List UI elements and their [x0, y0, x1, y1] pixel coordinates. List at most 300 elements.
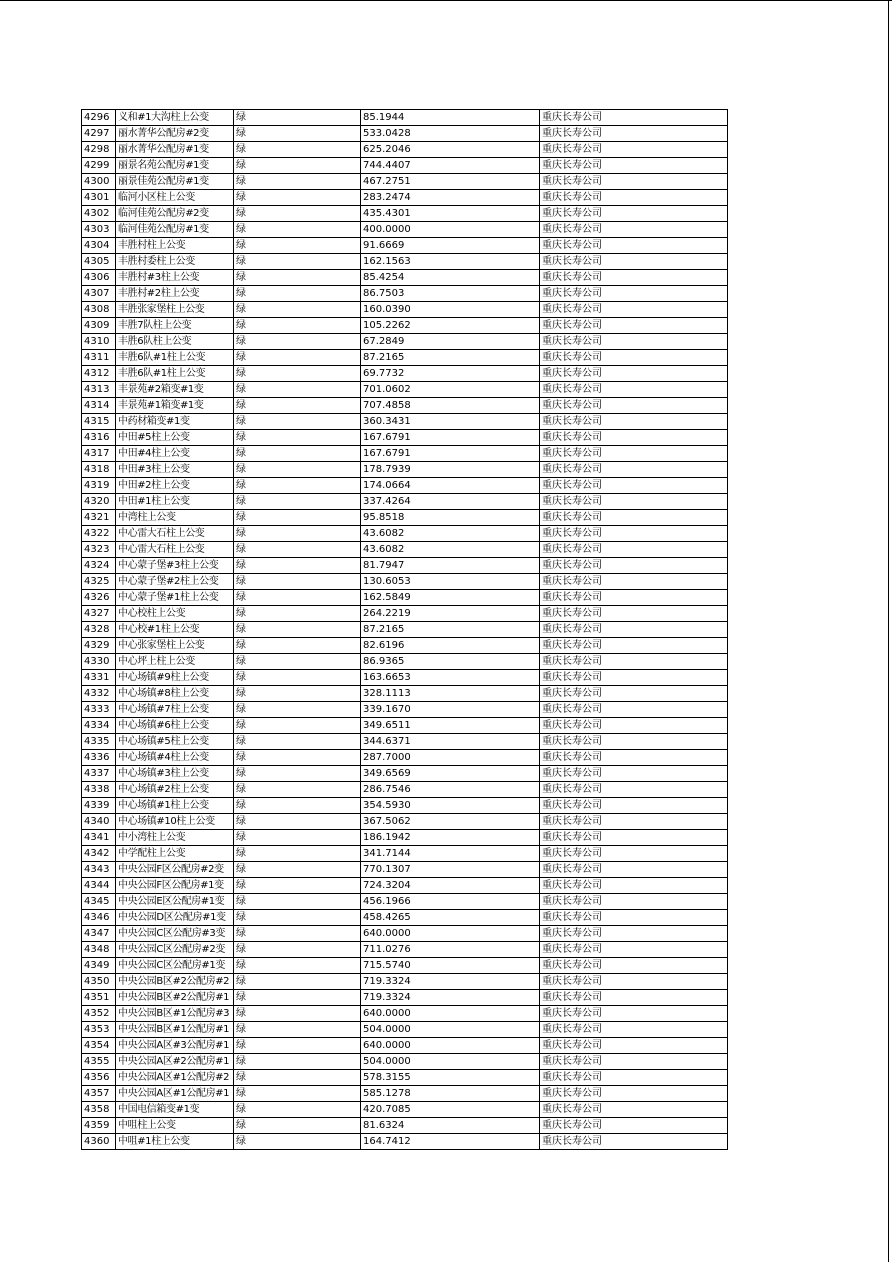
table-row — [82, 318, 728, 334]
table-row — [82, 734, 728, 750]
row-status-cell: 绿 — [234, 238, 361, 254]
row-status-cell: 绿 — [234, 670, 361, 686]
row-company-cell: 重庆长寿公司 — [540, 878, 728, 894]
row-value-cell: 328.1113 — [361, 686, 540, 702]
row-status-cell: 绿 — [234, 702, 361, 718]
row-id-cell: 4298 — [82, 142, 116, 158]
row-status-cell: 绿 — [234, 910, 361, 926]
row-value-cell: 105.2262 — [361, 318, 540, 334]
table-row — [82, 206, 728, 222]
row-value-cell: 86.9365 — [361, 654, 540, 670]
row-name-cell: 中心蒙子堡#1柱上公变 — [116, 590, 234, 606]
row-status-cell: 绿 — [234, 142, 361, 158]
row-name-cell: 中学配柱上公变 — [116, 846, 234, 862]
row-id-cell: 4316 — [82, 430, 116, 446]
row-value-cell: 354.5930 — [361, 798, 540, 814]
row-name-cell: 丰胜张家堡柱上公变 — [116, 302, 234, 318]
row-id-cell: 4337 — [82, 766, 116, 782]
row-company-cell: 重庆长寿公司 — [540, 734, 728, 750]
table-row — [82, 654, 728, 670]
row-id-cell: 4328 — [82, 622, 116, 638]
row-value-cell: 130.6053 — [361, 574, 540, 590]
row-name-cell: 中央公园C区公配房#3变 — [116, 926, 234, 942]
row-name-cell: 中咀#1柱上公变 — [116, 1134, 234, 1150]
table-row — [82, 750, 728, 766]
table-row — [82, 846, 728, 862]
table-row — [82, 302, 728, 318]
row-status-cell: 绿 — [234, 894, 361, 910]
row-status-cell: 绿 — [234, 1038, 361, 1054]
row-id-cell: 4351 — [82, 990, 116, 1006]
table-row — [82, 222, 728, 238]
table-row — [82, 782, 728, 798]
row-company-cell: 重庆长寿公司 — [540, 1006, 728, 1022]
row-value-cell: 162.1563 — [361, 254, 540, 270]
row-company-cell: 重庆长寿公司 — [540, 542, 728, 558]
table-row — [82, 1070, 728, 1086]
row-value-cell: 160.0390 — [361, 302, 540, 318]
row-id-cell: 4320 — [82, 494, 116, 510]
row-name-cell: 中央公园B区#1公配房#1 — [116, 1022, 234, 1038]
row-value-cell: 420.7085 — [361, 1102, 540, 1118]
table-row — [82, 558, 728, 574]
row-value-cell: 81.6324 — [361, 1118, 540, 1134]
row-company-cell: 重庆长寿公司 — [540, 638, 728, 654]
row-company-cell: 重庆长寿公司 — [540, 654, 728, 670]
row-status-cell: 绿 — [234, 1054, 361, 1070]
row-status-cell: 绿 — [234, 958, 361, 974]
row-id-cell: 4310 — [82, 334, 116, 350]
row-status-cell: 绿 — [234, 750, 361, 766]
row-status-cell: 绿 — [234, 222, 361, 238]
row-name-cell: 中央公园B区#2公配房#2 — [116, 974, 234, 990]
row-company-cell: 重庆长寿公司 — [540, 766, 728, 782]
row-name-cell: 丰胜7队柱上公变 — [116, 318, 234, 334]
row-status-cell: 绿 — [234, 718, 361, 734]
row-name-cell: 丽水菁华公配房#1变 — [116, 142, 234, 158]
row-name-cell: 丰景苑#1箱变#1变 — [116, 398, 234, 414]
row-company-cell: 重庆长寿公司 — [540, 686, 728, 702]
row-status-cell: 绿 — [234, 398, 361, 414]
row-status-cell: 绿 — [234, 334, 361, 350]
row-id-cell: 4302 — [82, 206, 116, 222]
table-row — [82, 942, 728, 958]
row-status-cell: 绿 — [234, 990, 361, 1006]
row-status-cell: 绿 — [234, 830, 361, 846]
row-status-cell: 绿 — [234, 766, 361, 782]
row-name-cell: 中心场镇#2柱上公变 — [116, 782, 234, 798]
row-name-cell: 义和#1大沟柱上公变 — [116, 110, 234, 126]
row-company-cell: 重庆长寿公司 — [540, 334, 728, 350]
table-row — [82, 1038, 728, 1054]
row-value-cell: 640.0000 — [361, 1038, 540, 1054]
row-status-cell: 绿 — [234, 942, 361, 958]
row-name-cell: 中央公园A区#1公配房#2 — [116, 1070, 234, 1086]
row-company-cell: 重庆长寿公司 — [540, 142, 728, 158]
row-name-cell: 中国电信箱变#1变 — [116, 1102, 234, 1118]
row-id-cell: 4326 — [82, 590, 116, 606]
row-company-cell: 重庆长寿公司 — [540, 1038, 728, 1054]
row-name-cell: 中心蒙子堡#3柱上公变 — [116, 558, 234, 574]
row-value-cell: 578.3155 — [361, 1070, 540, 1086]
row-value-cell: 339.1670 — [361, 702, 540, 718]
row-status-cell: 绿 — [234, 782, 361, 798]
row-id-cell: 4307 — [82, 286, 116, 302]
row-id-cell: 4338 — [82, 782, 116, 798]
row-name-cell: 丽水菁华公配房#2变 — [116, 126, 234, 142]
row-company-cell: 重庆长寿公司 — [540, 430, 728, 446]
row-company-cell: 重庆长寿公司 — [540, 302, 728, 318]
table-row — [82, 110, 728, 126]
row-status-cell: 绿 — [234, 302, 361, 318]
row-company-cell: 重庆长寿公司 — [540, 990, 728, 1006]
row-company-cell: 重庆长寿公司 — [540, 270, 728, 286]
row-id-cell: 4331 — [82, 670, 116, 686]
row-company-cell: 重庆长寿公司 — [540, 478, 728, 494]
row-name-cell: 中心场镇#3柱上公变 — [116, 766, 234, 782]
table-row — [82, 574, 728, 590]
table-row — [82, 142, 728, 158]
row-status-cell: 绿 — [234, 206, 361, 222]
row-status-cell: 绿 — [234, 1022, 361, 1038]
row-id-cell: 4309 — [82, 318, 116, 334]
row-company-cell: 重庆长寿公司 — [540, 350, 728, 366]
row-name-cell: 中心场镇#6柱上公变 — [116, 718, 234, 734]
row-name-cell: 丽景佳苑公配房#1变 — [116, 174, 234, 190]
row-value-cell: 719.3324 — [361, 990, 540, 1006]
row-id-cell: 4332 — [82, 686, 116, 702]
row-status-cell: 绿 — [234, 638, 361, 654]
row-status-cell: 绿 — [234, 862, 361, 878]
row-company-cell: 重庆长寿公司 — [540, 190, 728, 206]
row-name-cell: 中田#5柱上公变 — [116, 430, 234, 446]
row-value-cell: 435.4301 — [361, 206, 540, 222]
row-company-cell: 重庆长寿公司 — [540, 622, 728, 638]
row-status-cell: 绿 — [234, 654, 361, 670]
table-row — [82, 398, 728, 414]
data-table — [81, 109, 728, 1150]
row-name-cell: 临河小区柱上公变 — [116, 190, 234, 206]
table-row — [82, 286, 728, 302]
row-value-cell: 360.3431 — [361, 414, 540, 430]
row-company-cell: 重庆长寿公司 — [540, 702, 728, 718]
row-company-cell: 重庆长寿公司 — [540, 286, 728, 302]
row-value-cell: 162.5849 — [361, 590, 540, 606]
table-row — [82, 446, 728, 462]
row-id-cell: 4300 — [82, 174, 116, 190]
row-name-cell: 丰景苑#2箱变#1变 — [116, 382, 234, 398]
table-row — [82, 1022, 728, 1038]
row-status-cell: 绿 — [234, 158, 361, 174]
row-name-cell: 中田#2柱上公变 — [116, 478, 234, 494]
row-status-cell: 绿 — [234, 478, 361, 494]
table-row — [82, 174, 728, 190]
row-status-cell: 绿 — [234, 110, 361, 126]
row-value-cell: 349.6569 — [361, 766, 540, 782]
table-row — [82, 702, 728, 718]
table-row — [82, 334, 728, 350]
row-value-cell: 67.2849 — [361, 334, 540, 350]
row-company-cell: 重庆长寿公司 — [540, 206, 728, 222]
table-row — [82, 990, 728, 1006]
table-row — [82, 814, 728, 830]
table-row — [82, 622, 728, 638]
table-row — [82, 766, 728, 782]
row-id-cell: 4345 — [82, 894, 116, 910]
row-company-cell: 重庆长寿公司 — [540, 718, 728, 734]
row-name-cell: 中心雷大石柱上公变 — [116, 526, 234, 542]
row-name-cell: 中央公园B区#1公配房#3 — [116, 1006, 234, 1022]
row-company-cell: 重庆长寿公司 — [540, 1086, 728, 1102]
row-id-cell: 4296 — [82, 110, 116, 126]
row-name-cell: 丰胜6队#1柱上公变 — [116, 350, 234, 366]
row-id-cell: 4355 — [82, 1054, 116, 1070]
row-status-cell: 绿 — [234, 414, 361, 430]
row-value-cell: 167.6791 — [361, 446, 540, 462]
row-id-cell: 4352 — [82, 1006, 116, 1022]
row-value-cell: 85.4254 — [361, 270, 540, 286]
row-name-cell: 中湾柱上公变 — [116, 510, 234, 526]
row-status-cell: 绿 — [234, 1070, 361, 1086]
row-value-cell: 349.6511 — [361, 718, 540, 734]
row-company-cell: 重庆长寿公司 — [540, 238, 728, 254]
row-company-cell: 重庆长寿公司 — [540, 414, 728, 430]
table-row — [82, 686, 728, 702]
row-company-cell: 重庆长寿公司 — [540, 926, 728, 942]
row-value-cell: 85.1944 — [361, 110, 540, 126]
table-row — [82, 878, 728, 894]
row-id-cell: 4315 — [82, 414, 116, 430]
row-id-cell: 4299 — [82, 158, 116, 174]
table-row — [82, 974, 728, 990]
row-id-cell: 4359 — [82, 1118, 116, 1134]
row-status-cell: 绿 — [234, 462, 361, 478]
row-status-cell: 绿 — [234, 558, 361, 574]
row-name-cell: 中央公园A区#2公配房#1 — [116, 1054, 234, 1070]
row-status-cell: 绿 — [234, 494, 361, 510]
row-id-cell: 4336 — [82, 750, 116, 766]
row-status-cell: 绿 — [234, 878, 361, 894]
row-name-cell: 丰胜村委柱上公变 — [116, 254, 234, 270]
row-name-cell: 中央公园B区#2公配房#1 — [116, 990, 234, 1006]
row-value-cell: 504.0000 — [361, 1054, 540, 1070]
row-status-cell: 绿 — [234, 1006, 361, 1022]
row-status-cell: 绿 — [234, 174, 361, 190]
row-name-cell: 中心场镇#9柱上公变 — [116, 670, 234, 686]
row-id-cell: 4350 — [82, 974, 116, 990]
row-company-cell: 重庆长寿公司 — [540, 974, 728, 990]
row-status-cell: 绿 — [234, 622, 361, 638]
row-name-cell: 中央公园D区公配房#1变 — [116, 910, 234, 926]
row-status-cell: 绿 — [234, 1102, 361, 1118]
row-name-cell: 丰胜6队柱上公变 — [116, 334, 234, 350]
row-name-cell: 临河佳苑公配房#2变 — [116, 206, 234, 222]
row-id-cell: 4323 — [82, 542, 116, 558]
row-name-cell: 中咀柱上公变 — [116, 1118, 234, 1134]
row-id-cell: 4330 — [82, 654, 116, 670]
row-status-cell: 绿 — [234, 846, 361, 862]
row-status-cell: 绿 — [234, 798, 361, 814]
row-id-cell: 4341 — [82, 830, 116, 846]
table-row — [82, 1102, 728, 1118]
row-id-cell: 4349 — [82, 958, 116, 974]
row-company-cell: 重庆长寿公司 — [540, 110, 728, 126]
table-row — [82, 590, 728, 606]
row-company-cell: 重庆长寿公司 — [540, 894, 728, 910]
row-id-cell: 4297 — [82, 126, 116, 142]
table-row — [82, 798, 728, 814]
row-name-cell: 中心张家堡柱上公变 — [116, 638, 234, 654]
table-row — [82, 1118, 728, 1134]
row-value-cell: 86.7503 — [361, 286, 540, 302]
row-value-cell: 87.2165 — [361, 350, 540, 366]
row-status-cell: 绿 — [234, 366, 361, 382]
table-row — [82, 414, 728, 430]
row-value-cell: 456.1966 — [361, 894, 540, 910]
row-status-cell: 绿 — [234, 574, 361, 590]
row-id-cell: 4353 — [82, 1022, 116, 1038]
row-id-cell: 4311 — [82, 350, 116, 366]
table-row — [82, 254, 728, 270]
row-name-cell: 中央公园F区公配房#1变 — [116, 878, 234, 894]
row-name-cell: 丰胜村柱上公变 — [116, 238, 234, 254]
row-value-cell: 91.6669 — [361, 238, 540, 254]
row-status-cell: 绿 — [234, 1086, 361, 1102]
row-id-cell: 4344 — [82, 878, 116, 894]
row-status-cell: 绿 — [234, 254, 361, 270]
row-status-cell: 绿 — [234, 1118, 361, 1134]
row-id-cell: 4325 — [82, 574, 116, 590]
row-name-cell: 丰胜村#3柱上公变 — [116, 270, 234, 286]
row-name-cell: 中心雷大石柱上公变 — [116, 542, 234, 558]
row-name-cell: 中心场镇#5柱上公变 — [116, 734, 234, 750]
row-status-cell: 绿 — [234, 286, 361, 302]
row-company-cell: 重庆长寿公司 — [540, 462, 728, 478]
row-id-cell: 4308 — [82, 302, 116, 318]
row-id-cell: 4318 — [82, 462, 116, 478]
row-id-cell: 4358 — [82, 1102, 116, 1118]
row-name-cell: 丰胜6队#1柱上公变 — [116, 366, 234, 382]
table-row — [82, 526, 728, 542]
row-company-cell: 重庆长寿公司 — [540, 366, 728, 382]
row-value-cell: 286.7546 — [361, 782, 540, 798]
table-row — [82, 382, 728, 398]
row-name-cell: 中心场镇#8柱上公变 — [116, 686, 234, 702]
table-row — [82, 606, 728, 622]
row-company-cell: 重庆长寿公司 — [540, 590, 728, 606]
table-row — [82, 926, 728, 942]
row-id-cell: 4335 — [82, 734, 116, 750]
row-value-cell: 744.4407 — [361, 158, 540, 174]
row-company-cell: 重庆长寿公司 — [540, 174, 728, 190]
row-name-cell: 中央公园E区公配房#1变 — [116, 894, 234, 910]
table-row — [82, 862, 728, 878]
table-row — [82, 1006, 728, 1022]
row-id-cell: 4317 — [82, 446, 116, 462]
row-company-cell: 重庆长寿公司 — [540, 446, 728, 462]
row-id-cell: 4327 — [82, 606, 116, 622]
row-id-cell: 4301 — [82, 190, 116, 206]
row-value-cell: 707.4858 — [361, 398, 540, 414]
table-row — [82, 894, 728, 910]
row-value-cell: 186.1942 — [361, 830, 540, 846]
table-row — [82, 910, 728, 926]
row-company-cell: 重庆长寿公司 — [540, 558, 728, 574]
row-id-cell: 4342 — [82, 846, 116, 862]
row-company-cell: 重庆长寿公司 — [540, 398, 728, 414]
row-value-cell: 87.2165 — [361, 622, 540, 638]
row-name-cell: 中小湾柱上公变 — [116, 830, 234, 846]
row-name-cell: 中心场镇#4柱上公变 — [116, 750, 234, 766]
row-id-cell: 4321 — [82, 510, 116, 526]
row-value-cell: 337.4264 — [361, 494, 540, 510]
table-body — [82, 110, 728, 1150]
row-company-cell: 重庆长寿公司 — [540, 254, 728, 270]
row-name-cell: 中田#3柱上公变 — [116, 462, 234, 478]
row-company-cell: 重庆长寿公司 — [540, 382, 728, 398]
row-id-cell: 4339 — [82, 798, 116, 814]
row-name-cell: 中心坪上柱上公变 — [116, 654, 234, 670]
row-id-cell: 4348 — [82, 942, 116, 958]
row-status-cell: 绿 — [234, 510, 361, 526]
row-company-cell: 重庆长寿公司 — [540, 1134, 728, 1150]
row-status-cell: 绿 — [234, 350, 361, 366]
row-status-cell: 绿 — [234, 814, 361, 830]
row-value-cell: 724.3204 — [361, 878, 540, 894]
page-top-border — [0, 0, 892, 1]
row-id-cell: 4357 — [82, 1086, 116, 1102]
row-value-cell: 367.5062 — [361, 814, 540, 830]
row-value-cell: 701.0602 — [361, 382, 540, 398]
table-row — [82, 430, 728, 446]
table-row — [82, 670, 728, 686]
row-name-cell: 中央公园A区#1公配房#1 — [116, 1086, 234, 1102]
row-value-cell: 167.6791 — [361, 430, 540, 446]
row-id-cell: 4347 — [82, 926, 116, 942]
row-status-cell: 绿 — [234, 190, 361, 206]
row-status-cell: 绿 — [234, 606, 361, 622]
row-value-cell: 283.2474 — [361, 190, 540, 206]
table-row — [82, 494, 728, 510]
row-value-cell: 341.7144 — [361, 846, 540, 862]
row-id-cell: 4360 — [82, 1134, 116, 1150]
row-value-cell: 770.1307 — [361, 862, 540, 878]
row-value-cell: 711.0276 — [361, 942, 540, 958]
row-status-cell: 绿 — [234, 382, 361, 398]
row-id-cell: 4346 — [82, 910, 116, 926]
table-row — [82, 1086, 728, 1102]
row-value-cell: 82.6196 — [361, 638, 540, 654]
row-id-cell: 4304 — [82, 238, 116, 254]
row-value-cell: 43.6082 — [361, 526, 540, 542]
row-name-cell: 丰胜村#2柱上公变 — [116, 286, 234, 302]
row-company-cell: 重庆长寿公司 — [540, 222, 728, 238]
row-value-cell: 95.8518 — [361, 510, 540, 526]
row-name-cell: 中央公园C区公配房#1变 — [116, 958, 234, 974]
row-company-cell: 重庆长寿公司 — [540, 510, 728, 526]
row-company-cell: 重庆长寿公司 — [540, 126, 728, 142]
row-id-cell: 4314 — [82, 398, 116, 414]
row-id-cell: 4354 — [82, 1038, 116, 1054]
table-row — [82, 1054, 728, 1070]
row-value-cell: 640.0000 — [361, 926, 540, 942]
table-row — [82, 350, 728, 366]
row-value-cell: 533.0428 — [361, 126, 540, 142]
row-id-cell: 4312 — [82, 366, 116, 382]
row-name-cell: 中心场镇#1柱上公变 — [116, 798, 234, 814]
row-status-cell: 绿 — [234, 734, 361, 750]
table-row — [82, 638, 728, 654]
